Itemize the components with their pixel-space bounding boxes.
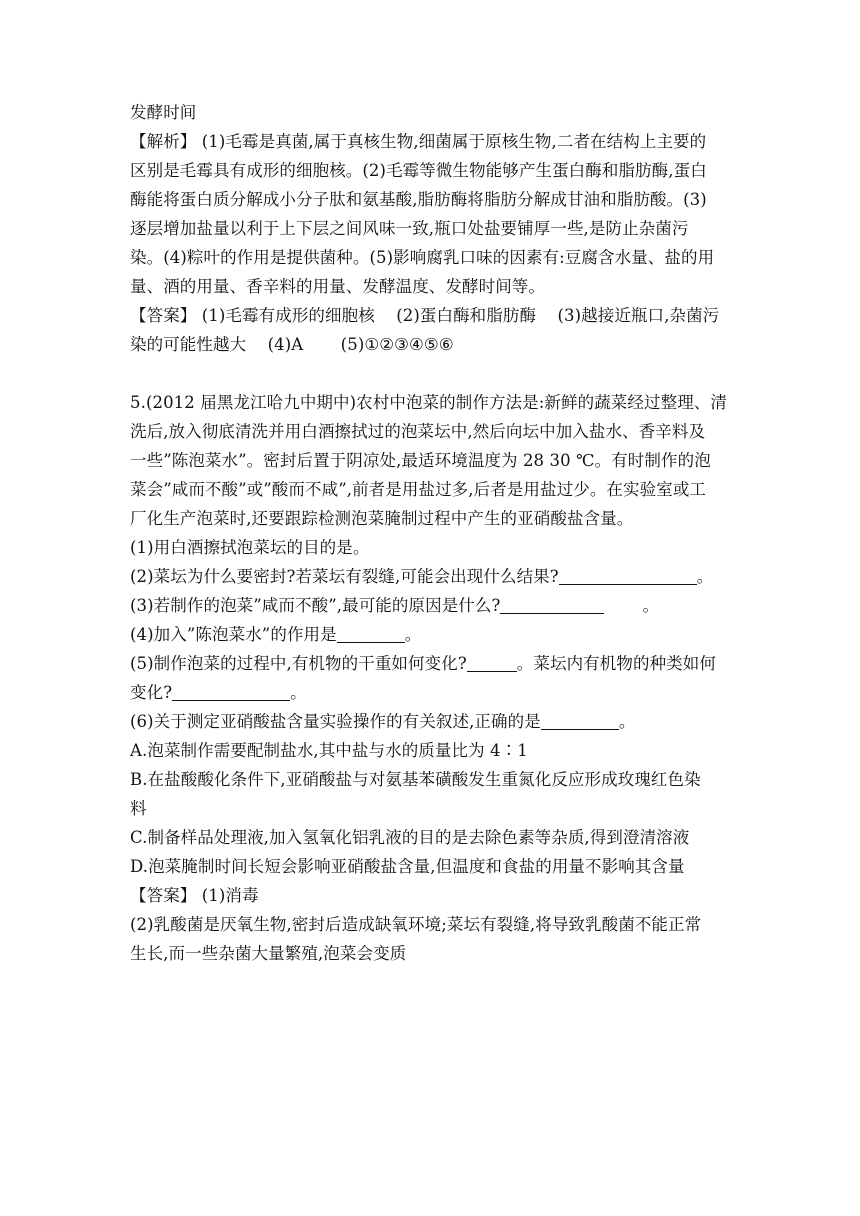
line-text: 洗后,放入彻底清洗并用白酒擦拭过的泡菜坛中,然后向坛中加入盐水、香辛料及 [130, 422, 706, 441]
line-text: 【答案】 (1)消毒 [130, 886, 259, 905]
line-text: 5.(2012 届黑龙江哈九中期中)农村中泡菜的制作方法是:新鲜的蔬菜经过整理、清 [130, 393, 728, 412]
text-line [130, 562, 730, 591]
line-text: 一些”陈泡菜水”。密封后置于阴凉处,最适环境温度为 28 30 ℃。有时制作的泡 [130, 451, 711, 470]
line-text: 量、酒的用量、香辛料的用量、发酵温度、发酵时间等。 [130, 277, 545, 296]
answer-blank [172, 682, 290, 701]
line-text: 【解析】 (1)毛霉是真菌,属于真核生物,细菌属于原核生物,二者在结构上主要的 [130, 132, 707, 151]
line-text-after-blank: 。 [696, 567, 714, 586]
line-text-after-blank: 。 [618, 712, 636, 731]
text-line [130, 620, 730, 649]
text-line [130, 736, 730, 765]
text-line [130, 649, 730, 678]
text-line [130, 852, 730, 881]
text-line [130, 301, 730, 330]
document-body [130, 98, 730, 968]
text-line [130, 823, 730, 852]
text-line [130, 98, 730, 127]
line-text: B.在盐酸酸化条件下,亚硝酸盐与对氨基苯磺酸发生重氮化反应形成玫瑰红色染 [130, 770, 701, 789]
text-line [130, 417, 730, 446]
answer-blank [467, 653, 517, 672]
line-text: (1)用白酒擦拭泡菜坛的目的是。 [130, 538, 370, 557]
answer-blank [559, 566, 697, 585]
line-text-after-blank: 。 [290, 683, 307, 702]
line-text: 发酵时间 [130, 103, 197, 122]
text-line [130, 330, 730, 359]
text-line [130, 214, 730, 243]
text-line [130, 156, 730, 185]
answer-blank [500, 595, 604, 614]
text-line [130, 475, 730, 504]
line-text-after-blank: 。菜坛内有机物的种类如何 [516, 654, 716, 673]
text-line [130, 243, 730, 272]
line-text: (3)若制作的泡菜”咸而不酸”,最可能的原因是什么? [130, 596, 501, 615]
blank-line [130, 359, 730, 388]
line-text: 【答案】 (1)毛霉有成形的细胞核 (2)蛋白酶和脂肪酶 (3)越接近瓶口,杂菌污 [130, 306, 720, 325]
line-text: (2)菜坛为什么要密封?若菜坛有裂缝,可能会出现什么结果? [130, 567, 559, 586]
line-text-after-blank: 。 [404, 625, 422, 644]
line-text: 染的可能性越大 (4)A (5)①②③④⑤⑥ [130, 335, 454, 354]
line-text: 变化? [130, 683, 173, 702]
line-text: 厂化生产泡菜时,还要跟踪检测泡菜腌制过程中产生的亚硝酸盐含量。 [130, 509, 634, 528]
text-line [130, 678, 730, 707]
text-line [130, 533, 730, 562]
line-text: 染。(4)粽叶的作用是提供菌种。(5)影响腐乳口味的因素有:豆腐含水量、盐的用 [130, 248, 715, 267]
line-text: A.泡菜制作需要配制盐水,其中盐与水的质量比为 4∶1 [130, 741, 528, 760]
text-line [130, 446, 730, 475]
text-line [130, 707, 730, 736]
text-line [130, 127, 730, 156]
line-text: 菜会”咸而不酸”或”酸而不咸”,前者是用盐过多,后者是用盐过少。在实验室或工 [130, 480, 707, 499]
text-line [130, 910, 730, 939]
text-line [130, 939, 730, 968]
answer-blank [541, 711, 619, 730]
line-text: 逐层增加盐量以利于上下层之间风味一致,瓶口处盐要铺厚一些,是防止杂菌污 [130, 219, 689, 238]
line-text: (6)关于测定亚硝酸盐含量实验操作的有关叙述,正确的是 [130, 712, 541, 731]
line-text-after-blank: 。 [642, 596, 660, 615]
text-line [130, 881, 730, 910]
line-text: (4)加入”陈泡菜水”的作用是 [130, 625, 337, 644]
line-text: 区别是毛霉具有成形的细胞核。(2)毛霉等微生物能够产生蛋白酶和脂肪酶,蛋白 [130, 161, 707, 180]
answer-blank [337, 624, 405, 643]
text-line [130, 504, 730, 533]
text-line [130, 272, 730, 301]
line-text: (2)乳酸菌是厌氧生物,密封后造成缺氧环境;菜坛有裂缝,将导致乳酸菌不能正常 [130, 915, 702, 934]
line-text: 酶能将蛋白质分解成小分子肽和氨基酸,脂肪酶将脂肪分解成甘油和脂肪酸。(3) [130, 190, 707, 209]
line-text: 料 [130, 799, 147, 818]
line-text: C.制备样品处理液,加入氢氧化铝乳液的目的是去除色素等杂质,得到澄清溶液 [130, 828, 690, 847]
line-text: 生长,而一些杂菌大量繁殖,泡菜会变质 [130, 944, 407, 963]
line-text: D.泡菜腌制时间长短会影响亚硝酸盐含量,但温度和食盐的用量不影响其含量 [130, 857, 685, 876]
text-line [130, 388, 730, 417]
text-line [130, 765, 730, 794]
text-line [130, 794, 730, 823]
line-text: (5)制作泡菜的过程中,有机物的干重如何变化? [130, 654, 467, 673]
text-line [130, 591, 730, 620]
text-line [130, 185, 730, 214]
